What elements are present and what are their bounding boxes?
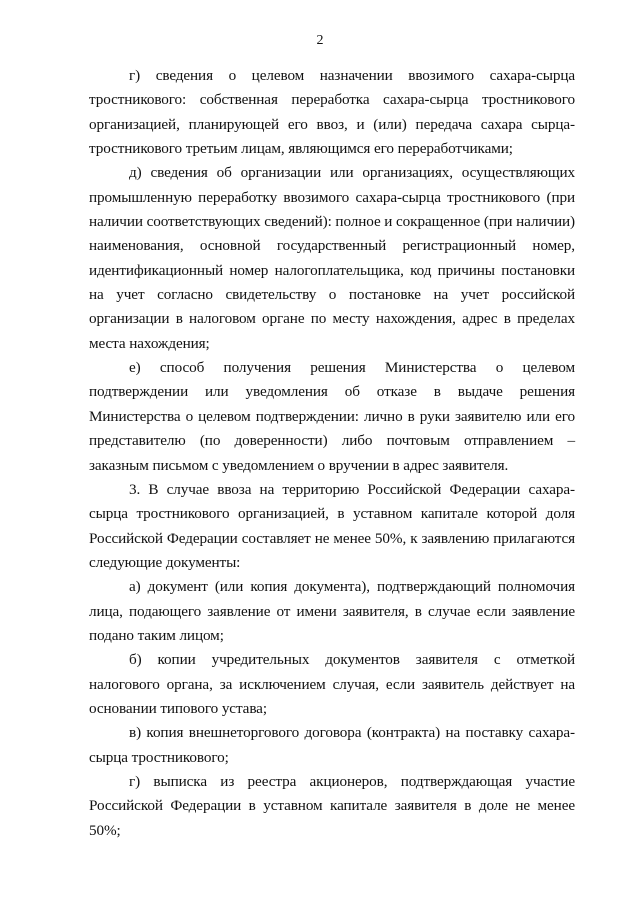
paragraph-g-shareholders: г) выписка из реестра акционеров, подтверждающая участие Российской Федерации в уставном капитале заявителя в доле не менее 50%;	[89, 772, 575, 839]
paragraph-b-founding-docs: б) копии учредительных документов заявителя с отметкой налогового органа, за исключением случая, если заявитель действует на основании типового устава;	[89, 651, 575, 717]
document-body	[89, 64, 575, 843]
paragraph-3-documents: 3. В случае ввоза на территорию Российской Федерации сахара-сырца тростникового организацией, в уставном капитале которой доля Российской Федерации составляет не менее 50%, к заявлению прилагаются следующие документы:	[89, 480, 575, 571]
paragraph-g-purpose: г) сведения о целевом назначении ввозимого сахара-сырца тростникового: собственная переработка сахара-сырца тростникового организацией, планирующей его ввоз, и (или) передача сахара сырца-тростникового третьим лицам, являющимся его переработчиками;	[89, 67, 575, 158]
paragraph-a-authority: а) документ (или копия документа), подтверждающий полномочия лица, подающего заявление от имени заявителя, в случае если заявление подано таким лицом;	[89, 578, 575, 644]
page-number: 2	[316, 33, 324, 48]
paragraph-v-contract: в) копия внешнеторгового договора (контракта) на поставку сахара-сырца тростникового;	[89, 724, 575, 766]
paragraph-d-processors: д) сведения об организации или организациях, осуществляющих промышленную переработку ввозимого сахара-сырца тростникового (при наличии соответствующих сведений): полное и сокращенное (при наличии) наименования, основной государственный регистрационный номер, идентификационный номер налогоплательщика, код причины постановки на учет согласно свидетельству о постановке на учет российской организации в налоговом органе по месту нахождения, адрес в пределах места нахождения;	[89, 164, 575, 352]
paragraph-e-delivery-method: е) способ получения решения Министерства о целевом подтверждении или уведомления об отказе в выдаче решения Министерства о целевом подтверждении: лично в руки заявителю или его представителю (по доверенности) либо почтовым отправлением – заказным письмом с уведомлением о вручении в адрес заявителя.	[89, 359, 575, 474]
